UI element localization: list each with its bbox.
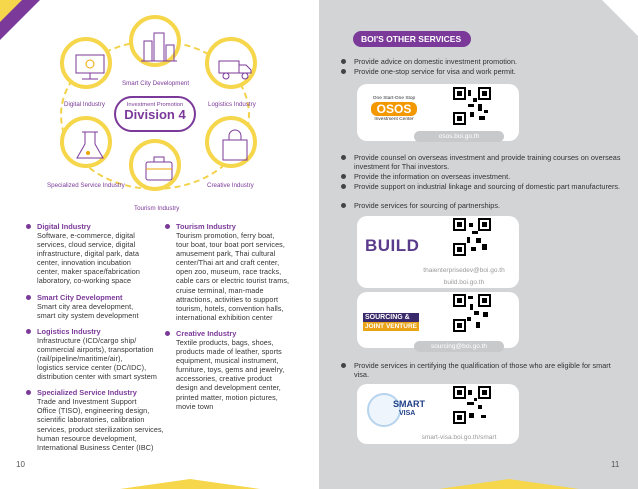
page-number-left: 10 — [16, 460, 25, 469]
truck-icon — [215, 47, 255, 87]
tourism-circle — [129, 139, 181, 191]
bullet-line — [341, 201, 621, 210]
bullet-icon — [26, 390, 31, 395]
item-line: (rail/pipeline/maritime/air), — [37, 353, 123, 363]
qr-code-icon[interactable] — [452, 385, 492, 425]
item-line: infrastructure, digital park, data — [37, 249, 140, 259]
bullet-line — [341, 67, 621, 76]
computer-icon — [70, 47, 110, 87]
list-item — [163, 329, 305, 411]
list-item — [24, 293, 166, 320]
item-line: open zoo, museum, race tracks, — [176, 267, 282, 277]
item-line: products made of leather, sports — [176, 347, 282, 357]
bullet-line — [341, 182, 621, 191]
item-line: accessories, creative product — [176, 374, 272, 384]
diagram-label-specialized: Specialized Service Industry — [47, 182, 125, 189]
osos-sub-text: Investment Center — [374, 117, 414, 122]
bullet-text: Provide counsel on overseas investment and provide training courses on overseas investment for Thai investors. — [354, 153, 621, 171]
list-item — [163, 222, 305, 322]
item-line: smart city system development — [37, 310, 139, 320]
item-line: tour boat, tour boat port services, — [176, 240, 285, 250]
right-page — [319, 0, 638, 489]
bullet-icon — [165, 331, 170, 336]
corner-decoration — [439, 479, 579, 489]
smartvisa-link[interactable]: smart-visa.boi.go.th/smart — [421, 434, 497, 441]
list-item — [24, 327, 166, 381]
bullet-line — [341, 361, 621, 379]
bullet-line — [341, 57, 621, 66]
sourcing-logo — [363, 313, 419, 331]
item-line: movie town — [176, 401, 214, 411]
item-line: commercial airports), transportation — [37, 344, 154, 354]
sourcing-line2: JOINT VENTURE — [365, 323, 418, 330]
item-line: center, innovation incubation — [37, 258, 132, 268]
item-line: International Business Center (IBC) — [37, 442, 154, 452]
item-line: human resource development, — [37, 433, 137, 443]
bullet-icon — [26, 224, 31, 229]
item-line: design and development center, — [176, 383, 281, 393]
smart-city-circle — [129, 15, 181, 67]
build-logo: BUILD — [365, 236, 420, 255]
bullet-text: Provide support on industrial linkage and sourcing of domestic part manufacturers. — [354, 182, 621, 191]
osos-logo — [367, 96, 421, 122]
item-line: printed matter, motion pictures, — [176, 392, 278, 402]
qr-code-icon[interactable] — [452, 293, 492, 333]
smartvisa-line2: VISA — [399, 410, 416, 417]
item-line: international exhibition center — [176, 312, 273, 322]
item-line: tourism, hotels, convention halls, — [176, 303, 284, 313]
section-heading: BOI'S OTHER SERVICES — [353, 31, 471, 47]
item-title: Creative Industry — [176, 328, 237, 338]
item-title: Tourism Industry — [176, 222, 236, 231]
corner-decoration — [602, 0, 638, 36]
item-title: Logistics Industry — [37, 326, 101, 336]
build-email[interactable]: thaienterprisedev@boi.go.th — [423, 267, 505, 274]
osos-top-text: One Start-One Stop — [372, 96, 416, 101]
osos-link[interactable]: osos.boi.go.th — [414, 131, 504, 142]
item-title: Specialized Service Industry — [37, 388, 137, 398]
qr-code-icon[interactable] — [452, 86, 492, 126]
item-line: Textile products, bags, shoes, — [176, 337, 274, 347]
industry-list-col1 — [24, 222, 166, 459]
item-line: scientific laboratories, calibration — [37, 415, 145, 425]
smartvisa-line1: SMART — [393, 399, 425, 409]
qr-code-icon[interactable] — [452, 217, 492, 257]
page-number-right: 11 — [611, 460, 620, 469]
item-line: furniture, toys, gems and jewelry, — [176, 365, 285, 375]
item-line: logistics service center (DC/IDC), — [37, 363, 147, 373]
osos-logo-text: OSOS — [371, 102, 417, 116]
bullet-line — [341, 153, 621, 171]
diagram-label-logistics: Logistics Industry — [208, 101, 256, 108]
build-link[interactable]: build.boi.go.th — [443, 279, 485, 286]
item-line: Smart city area development, — [37, 301, 134, 311]
diagram-label-tourism: Tourism Industry — [134, 205, 180, 212]
corner-decoration — [0, 0, 22, 22]
item-line: equipment, musical instrument, — [176, 356, 279, 366]
industry-list-col2 — [163, 222, 305, 418]
bullet-icon — [165, 224, 170, 229]
lab-icon — [70, 126, 110, 166]
item-line: laboratory, co-working space — [37, 276, 132, 286]
sourcing-line1: SOURCING & — [363, 313, 419, 322]
specialized-circle — [60, 116, 112, 168]
bullet-icon — [26, 329, 31, 334]
bullet-text: Provide advice on domestic investment promotion. — [354, 57, 518, 66]
item-line: Trade and Investment Support — [37, 397, 137, 407]
diagram-label-creative: Creative Industry — [207, 182, 254, 189]
item-line: center, maker space/fabrication — [37, 267, 140, 277]
corner-decoration — [120, 479, 260, 489]
list-item — [24, 388, 166, 452]
diagram-label-digital: Digital Industry — [64, 101, 105, 108]
bullet-text: Provide services in certifying the qualification of those who are eligible for smart visa. — [354, 361, 611, 379]
creative-circle — [205, 116, 257, 168]
bullet-icon — [26, 295, 31, 300]
item-line: Infrastructure (ICD/cargo ship/ — [37, 335, 137, 345]
center-badge — [114, 96, 196, 132]
sourcing-email[interactable]: sourcing@boi.go.th — [414, 341, 504, 352]
center-small-text: Investment Promotion — [126, 102, 184, 108]
item-line: Tourism promotion, ferry boat, — [176, 231, 275, 240]
item-line: amusement park, Thai cultural — [176, 249, 276, 259]
bullet-line — [341, 172, 621, 181]
item-line: attractions, activities to support — [176, 294, 279, 304]
bullet-text: Provide the information on overseas investment. — [354, 172, 511, 181]
digital-circle — [60, 37, 112, 89]
item-title: Smart City Development — [37, 292, 123, 302]
item-line: Software, e-commerce, digital — [37, 231, 135, 240]
suitcase-icon — [139, 149, 179, 189]
item-line: services, product sterilization services, — [37, 424, 164, 434]
list-item — [24, 222, 166, 286]
city-icon — [139, 25, 179, 65]
item-line: distribution center with smart system — [37, 372, 157, 382]
logistics-circle — [205, 37, 257, 89]
item-line: services, cloud service, digital — [37, 240, 136, 250]
bullet-text: Provide one-stop service for visa and work permit. — [354, 67, 516, 76]
item-line: cruise terminal, man-made — [176, 285, 264, 295]
bag-icon — [215, 126, 255, 166]
item-line: center/Thai art and craft center, — [176, 258, 280, 268]
item-title: Digital Industry — [37, 222, 91, 231]
smartvisa-text — [393, 400, 425, 418]
item-line: cable cars or electric tourist trams, — [176, 276, 290, 286]
item-line: Office (TISO), engineering design, — [37, 406, 150, 416]
bullet-text: Provide services for sourcing of partnerships. — [354, 201, 501, 210]
center-big-text: Division 4 — [124, 107, 186, 122]
diagram-label-smart-city: Smart City Development — [122, 80, 190, 87]
